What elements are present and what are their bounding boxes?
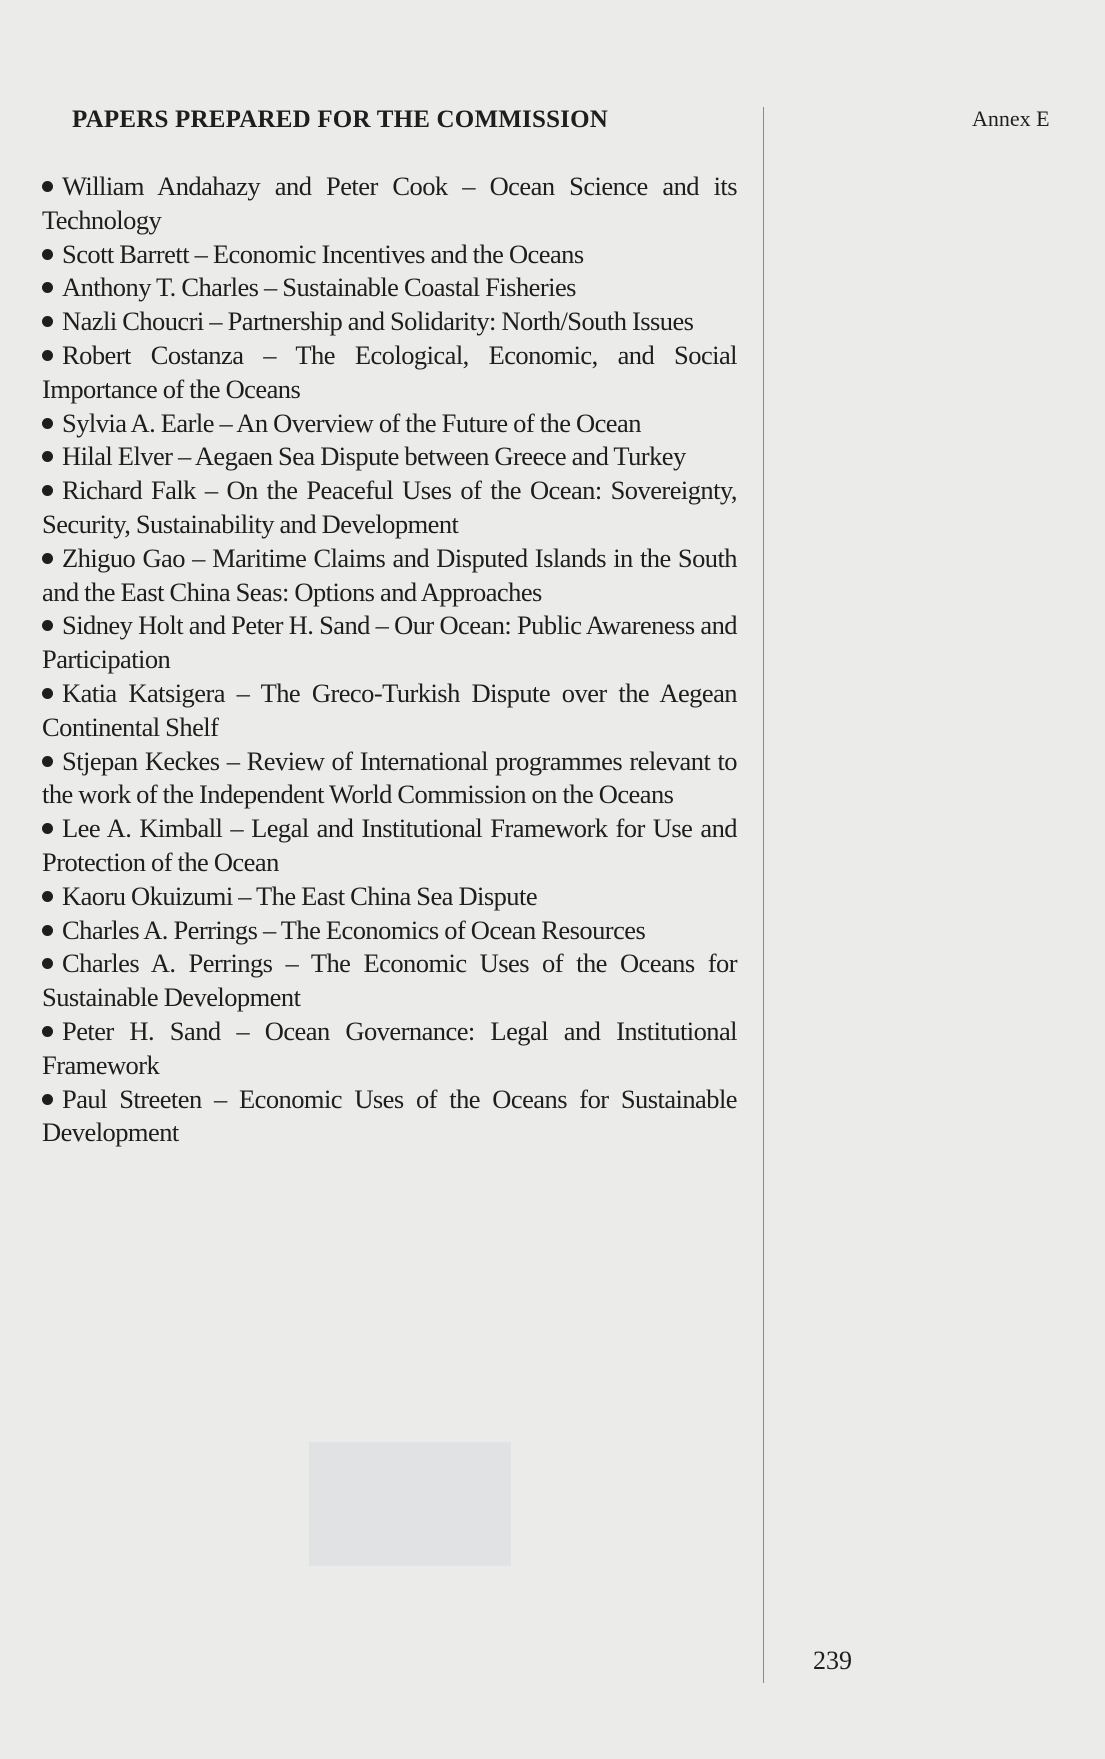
bullet-icon	[42, 688, 53, 699]
list-item	[42, 745, 737, 813]
list-item	[42, 474, 737, 542]
list-item	[42, 914, 737, 948]
entry-text: Robert Costanza – The Ecological, Economic, and Social Importance of the Oceans	[42, 339, 737, 404]
list-item	[42, 1083, 737, 1151]
bullet-icon	[42, 553, 53, 564]
column-divider	[763, 107, 764, 1683]
list-item	[42, 947, 737, 1015]
list-item	[42, 1015, 737, 1083]
entry-text: Kaoru Okuizumi – The East China Sea Dispute	[62, 880, 538, 911]
entry-text: William Andahazy and Peter Cook – Ocean Science and its Technology	[42, 171, 737, 235]
bullet-icon	[42, 418, 53, 429]
entry-text: Charles A. Perrings – The Economic Uses of the Oceans for Sustainable Development	[42, 948, 737, 1013]
list-item	[42, 677, 737, 745]
bullet-icon	[42, 451, 53, 462]
entry-text: Peter H. Sand – Ocean Governance: Legal and Institutional Framework	[42, 1015, 737, 1080]
entry-text: Anthony T. Charles – Sustainable Coastal Fisheries	[62, 272, 576, 303]
entry-text: Sidney Holt and Peter H. Sand – Our Ocean: Public Awareness and Participation	[42, 610, 737, 675]
bullet-icon	[42, 249, 53, 260]
list-item	[42, 305, 737, 339]
papers-list	[42, 170, 737, 1150]
list-item	[42, 238, 737, 272]
bullet-icon	[42, 282, 53, 293]
bullet-icon	[42, 350, 53, 361]
list-item	[42, 339, 737, 407]
bullet-icon	[42, 316, 53, 327]
list-item	[42, 542, 737, 610]
annex-label: Annex E	[972, 106, 1050, 131]
bullet-icon	[42, 1026, 53, 1037]
entry-text: Stjepan Keckes – Review of International programmes relevant to the work of the Independent World Commission on the Oceans	[42, 745, 737, 810]
list-item	[42, 880, 737, 914]
entry-text: Paul Streeten – Economic Uses of the Oceans for Sustainable Development	[42, 1083, 737, 1148]
list-item	[42, 609, 737, 677]
entry-text: Sylvia A. Earle – An Overview of the Future of the Ocean	[62, 407, 641, 438]
list-item	[42, 271, 737, 305]
entry-text: Hilal Elver – Aegaen Sea Dispute between Greece and Turkey	[62, 441, 686, 472]
entry-text: Lee A. Kimball – Legal and Institutional Framework for Use and Protection of the Ocean	[42, 813, 737, 877]
bullet-icon	[42, 620, 53, 631]
entry-text: Charles A. Perrings – The Economics of Ocean Resources	[62, 914, 646, 945]
list-item	[42, 440, 737, 474]
bullet-icon	[42, 756, 53, 767]
list-item	[42, 170, 737, 238]
list-item	[42, 812, 737, 880]
bleed-through-image	[309, 1442, 511, 1566]
bullet-icon	[42, 925, 53, 936]
bullet-icon	[42, 485, 53, 496]
page-number: 239	[813, 1646, 852, 1675]
bullet-icon	[42, 181, 53, 192]
entry-text: Nazli Choucri – Partnership and Solidarity: North/South Issues	[62, 306, 694, 337]
page-title: PAPERS PREPARED FOR THE COMMISSION	[72, 106, 608, 133]
bullet-icon	[42, 823, 53, 834]
entry-text: Richard Falk – On the Peaceful Uses of the Ocean: Sovereignty, Security, Sustainability and Development	[42, 475, 737, 539]
bullet-icon	[42, 891, 53, 902]
entry-text: Scott Barrett – Economic Incentives and the Oceans	[62, 238, 584, 269]
bullet-icon	[42, 1094, 53, 1105]
bullet-icon	[42, 958, 53, 969]
list-item	[42, 407, 737, 441]
entry-text: Zhiguo Gao – Maritime Claims and Disputed Islands in the South and the East China Seas: Options and Approaches	[42, 542, 737, 607]
entry-text: Katia Katsigera – The Greco-Turkish Dispute over the Aegean Continental Shelf	[42, 677, 737, 742]
